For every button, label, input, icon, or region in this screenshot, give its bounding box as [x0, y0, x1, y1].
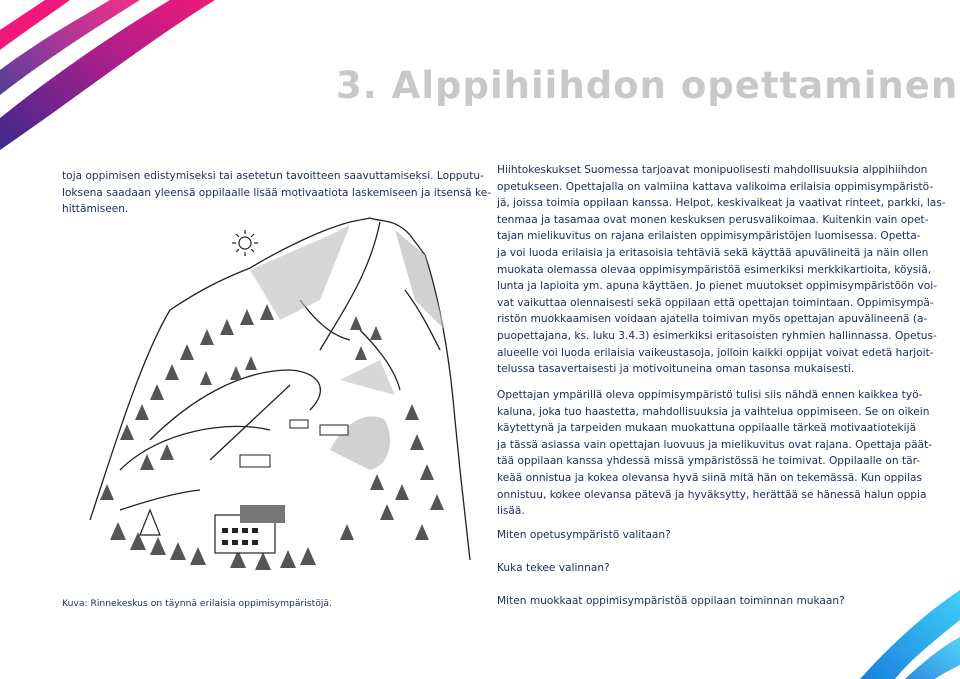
question-2: Kuka tekee valinnan?: [497, 562, 610, 574]
main-building: [215, 505, 285, 553]
page-title: 3. Alppihiihdon opettaminen: [336, 64, 959, 107]
ski-lift-line: [210, 385, 290, 460]
text-line: ja voi luoda erilaisia ja eritasoisia tehtäviä sekä käyttää apuvälineitä ja näin ollen: [497, 246, 929, 259]
body-paragraph-1: [497, 162, 946, 378]
text-line: käytettynä ja tarpeiden mukaan muokattuna oppilaalle tärkeä motivaatiotekijä: [497, 422, 917, 435]
text-line: ristön muokkaamisen voidaan ajatella toimivan myös opettajan apuvälineenä (a-: [497, 313, 928, 326]
text-line: onnistuu, kokee olevansa pätevä ja hyväksytty, herättää se hänessä halun oppia: [497, 488, 927, 501]
text-line: muokata olemassa olevaa oppimisympäristöä esimerkiksi merkkikartioita, köysiä,: [497, 263, 932, 276]
figure-caption: Kuva: Rinnekeskus on täynnä erilaisia oppimisympäristöjä.: [62, 598, 332, 609]
tipi-icon: [140, 510, 160, 535]
text-line: tää oppilaan kanssa yhdessä missä ympäristössä he toimivat. Oppilaalle on tär-: [497, 455, 921, 468]
text-line: Hiihtokeskukset Suomessa tarjoavat monipuolisesti mahdollisuuksia alppihiihdon: [497, 164, 928, 176]
text-line: toja oppimisen edistymiseksi tai asetetun tavoitteen saavuttamiseksi. Lopputu-: [62, 170, 484, 182]
question-3: Miten muokkaat oppimisympäristöä oppilaan toiminnan mukaan?: [497, 595, 845, 607]
text-line: keää onnistua ja kokea olevansa hyvä siinä mitä hän on tekemässä. Kun oppilas: [497, 471, 922, 484]
text-line: tenmaa ja tasamaa ovat monen keskuksen perusvalikoimaa. Kuitenkin vain opet-: [497, 213, 929, 226]
left-column-text: [62, 168, 492, 218]
text-line: opetukseen. Opettajalla on valmiina kattava valikoima erilaisia oppimisympäristö-: [497, 180, 934, 193]
text-line: telussa tasavertaisesti ja motivoituneina oman tasonsa mukaisesti.: [497, 363, 855, 376]
text-line: kaluna, joka tuo haastetta, mahdollisuuksia ja vaihtelua oppimiseen. Se on oikein: [497, 405, 930, 418]
question-1: Miten opetusympäristö valitaan?: [497, 529, 671, 541]
text-line: lunta ja lapioita ym. apuna käyttäen. Jo pienet muutokset oppimisympäristöön voi-: [497, 280, 938, 293]
text-line: loksena saadaan yleensä oppilaalle lisää motivaatiota laskemiseen ja itsensä ke-: [62, 186, 492, 199]
piste-curve: [150, 370, 320, 440]
text-line: ja tässä asiassa vain opettajan luovuus ja mielikuvitus ovat rajana. Opettaja päät-: [497, 438, 933, 451]
text-line: puopettajana, ks. luku 3.4.3) esimerkiksi eritasoisten ryhmien hallinnassa. Opetus-: [497, 329, 937, 342]
text-line: vat vaikuttaa olennaisesti sekä oppilaan että opettajan toimintaan. Oppimisympä-: [497, 296, 934, 309]
body-paragraph-2: [497, 387, 933, 520]
sun-icon: [232, 230, 258, 256]
text-line: lisää.: [497, 505, 525, 518]
ski-lift-line: [120, 490, 200, 510]
text-line: hittämiseen.: [62, 203, 129, 216]
text-line: Opettajan ympärillä oleva oppimisympäristö tulisi siis nähdä ennen kaikkea työ-: [497, 389, 923, 401]
text-line: tajan mielikuvitus on rajana erilaisten oppimisympäristöjen luomisessa. Opetta-: [497, 230, 921, 243]
text-line: alueelle voi luoda erilaisia vaikeustasoja, jolloin kaikki oppijat voivat edetä harjoit-: [497, 346, 934, 359]
text-line: jä, joissa toimia oppilaan kanssa. Helpot, keskivaikeat ja vaativat rinteet, parkki, las-: [497, 197, 946, 210]
